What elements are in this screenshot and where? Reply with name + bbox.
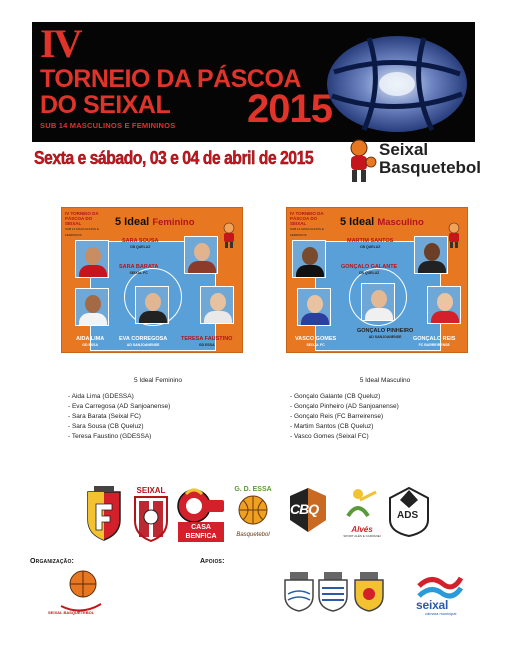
player-photo [414, 236, 448, 274]
municipal-crest-icon [352, 572, 386, 612]
participating-clubs-logos [84, 486, 429, 546]
supporters-heading: Apoios: [200, 558, 225, 565]
basketball-icon [226, 493, 280, 527]
organization-heading: Organização: [30, 558, 75, 565]
list-item: - Gonçalo Reis (FC Barreirense) [290, 413, 384, 420]
ads-label: ADS [397, 510, 419, 521]
card-title: 5 Ideal Masculino [340, 216, 424, 228]
card-title: 5 Ideal Feminino [115, 216, 195, 228]
list-item: - Vasco Gomes (Seixal FC) [290, 433, 369, 440]
mascot-icon [220, 222, 238, 248]
ideal-five-masculino-card [286, 207, 468, 353]
eagle-crest-icon [176, 486, 226, 526]
list-item: - Gonçalo Galante (CB Queluz) [290, 393, 381, 400]
gd-essa-logo [226, 486, 280, 544]
tournament-banner [32, 22, 475, 142]
camara-municipal-label: câmara municipal [425, 611, 457, 616]
seixal-fc-logo [130, 486, 172, 544]
player-photo [135, 286, 169, 324]
essa-bottom-label: Basquetebol [236, 532, 270, 538]
wave-icon [415, 570, 465, 600]
player-label: TERESA FAUSTINO GD ESSA [181, 336, 233, 347]
seixal-fc-label: SEIXAL [136, 486, 166, 495]
seixal-word: seixal [416, 598, 449, 612]
player-photo [200, 286, 234, 324]
masculino-list [290, 376, 480, 442]
player-photo [184, 236, 218, 274]
cbq-label: CBQ [290, 501, 319, 517]
player-photo [75, 240, 109, 278]
list-item: - Sara Sousa (CB Queluz) [68, 423, 144, 430]
banner-subtitle: SUB 14 MASCULINOS E FEMININOS [40, 121, 176, 130]
feminino-list [68, 376, 248, 442]
casa-benfica-logo [176, 486, 226, 544]
club-shield-logo [84, 486, 124, 542]
card-tournament-label: IV TORNEIO DA PÁSCOA DO SEIXAL SUB 14 MASCULINOS E FEMININOS [290, 211, 324, 237]
list-item: - Martim Santos (CB Queluz) [290, 423, 374, 430]
player-label: VASCO GOMES SEIXAL FC [295, 336, 337, 347]
player-label: GONÇALO REIS FC BARREIRENSE [413, 336, 456, 347]
masculino-list-heading: 5 Ideal Masculino [359, 377, 411, 384]
event-date: Sexta e sábado, 03 e 04 de abril de 2015 [34, 148, 314, 168]
list-item: - Aida Lima (GDESSA) [68, 393, 134, 400]
essa-top-label: G. D. ESSA [234, 486, 272, 493]
player-photo [427, 286, 461, 324]
player-label: EVA CORREGOSA AD SANJOANENSE [119, 336, 168, 347]
player-label: MARTIM SANTOS CB QUELUZ [347, 238, 394, 249]
club-name-line1: Seixal [379, 140, 429, 159]
list-item: - Teresa Faustino (GDESSA) [68, 433, 152, 440]
ideal-five-feminino-card [61, 207, 243, 353]
list-item: - Gonçalo Pinheiro (AD Sanjoanense) [290, 403, 399, 410]
feminino-list-heading: 5 Ideal Feminino [133, 377, 183, 384]
alves-label: Alvés [351, 525, 373, 534]
casa-benfica-label: CASA BENFICA [178, 522, 224, 542]
player-photo [292, 240, 326, 278]
card-tournament-label: IV TORNEIO DA PÁSCOA DO SEIXAL SUB 14 MASCULINOS E FEMININOS [65, 211, 99, 237]
list-item: - Sara Barata (Seixal FC) [68, 413, 141, 420]
banner-title-line2: DO SEIXAL [40, 91, 171, 119]
banner-year: 2015 [247, 87, 332, 131]
player-photo [361, 283, 395, 321]
player-label: GONÇALO PINHEIRO AD SANJOANENSE [357, 328, 414, 339]
alves-sub-label: SPORT ALÉS E CARVANEI [343, 534, 381, 538]
player-label: SARA BARATA SEIXAL FC [119, 264, 159, 275]
municipal-crest-icon [282, 572, 316, 612]
shield-icon [130, 495, 172, 543]
seixal-basquetebol-logo [341, 138, 482, 184]
banner-title-line1: TORNEIO DA PÁSCOA [40, 65, 301, 93]
player-photo [297, 288, 331, 326]
basketball-graphic [324, 32, 470, 136]
club-name-line2: Basquetebol [379, 158, 482, 177]
list-item: - Eva Carregosa (AD Sanjoanense) [68, 403, 171, 410]
mascot-icon [341, 138, 377, 184]
seixal-municipality-logo [415, 570, 465, 620]
player-photo [75, 288, 109, 326]
alves-logo [338, 486, 386, 544]
organizer-logo-text: SEIXAL BASQUETEBOL [48, 610, 95, 615]
player-label: AIDA LIMA GD ESSA [76, 336, 105, 347]
edition-number: IV [40, 22, 81, 66]
player-label: SARA SOUSA CB QUELUZ [122, 238, 159, 249]
cbq-logo [284, 486, 332, 540]
ads-logo [388, 486, 430, 542]
player-label: GONÇALO GALANTE CB QUELUZ [341, 264, 398, 275]
municipal-crest-icon [316, 572, 350, 612]
figure-icon [338, 486, 386, 520]
